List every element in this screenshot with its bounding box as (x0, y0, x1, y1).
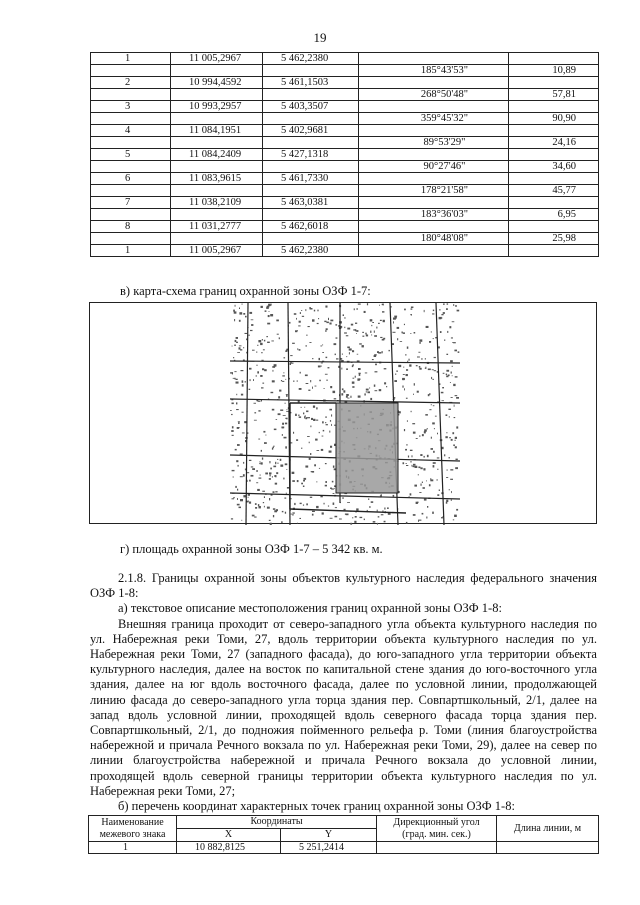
direction-angle: 183°36'03" (359, 209, 509, 221)
header-direction-angle: Дирекционный угол (град. мин. сек.) (377, 816, 497, 842)
map-caption: в) карта-схема границ охранной зоны ОЗФ 1-7: (120, 284, 371, 298)
item-a-heading: а) текстовое описание местоположения границ охранной зоны ОЗФ 1-8: (118, 601, 502, 616)
coord-y: 5 462,2380 (263, 245, 359, 257)
point-number: 6 (91, 173, 171, 185)
coord-x: 11 005,2967 (171, 245, 263, 257)
line-length: 57,81 (509, 89, 599, 101)
coord-y (263, 89, 359, 101)
direction-angle: 178°21'58" (359, 185, 509, 197)
coord-y: 5 402,9681 (263, 125, 359, 137)
table-row (91, 149, 599, 161)
direction-angle (359, 77, 509, 89)
boundary-description: Внешняя граница проходит от северо-западного угла объекта культурного наследия по ул. Набережная реки Томи, 27, вдоль территории объекта культурного наследия по ул. Набережная реки Томи, 27 (западного фасада), до юго-западного угла территории объекта культурного наследия, далее на восток по капитальной стене здания до юго-восточного угла здания, далее на юг вдоль восточного фасада, далее по условной линии, продолжающей линию фасада до северо-западного угла торца здания пер. Совпартшкольный, 2/1, далее на запад вдоль условной линии, проходящей вдоль северного фасада торца здания пер. Совпартшкольный, 2/1, до подножия пойменного рельефа р. Томи (линия благоустройства набережной и причала Речного вокзала по ул. Набережная реки Томи, 29), далее на север по линии благоустройства набережной и причала Речного вокзала до условной линии, проходящей вдоль северной границы территории объекта культурного наследия по ул. Набережная реки Томи, 27; (90, 616, 597, 798)
line-length: 34,60 (509, 161, 599, 173)
coord-y: 5 251,2414 (281, 842, 377, 854)
point-number: 1 (89, 842, 177, 854)
coord-x: 11 038,2109 (171, 197, 263, 209)
coord-y (263, 137, 359, 149)
point-number: 7 (91, 197, 171, 209)
coord-x (171, 161, 263, 173)
direction-angle: 180°48'08" (359, 233, 509, 245)
table-row (91, 197, 599, 209)
direction-angle (377, 842, 497, 854)
coord-x: 11 031,2777 (171, 221, 263, 233)
coord-x (171, 65, 263, 77)
line-length: 24,16 (509, 137, 599, 149)
point-number (91, 137, 171, 149)
direction-angle (359, 125, 509, 137)
coord-x: 11 084,1951 (171, 125, 263, 137)
direction-angle (359, 245, 509, 257)
direction-angle (359, 149, 509, 161)
point-number (91, 89, 171, 101)
line-length: 10,89 (509, 65, 599, 77)
coordinates-table-ozf-1-8 (88, 815, 599, 854)
direction-angle: 185°43'53" (359, 65, 509, 77)
coord-y: 5 427,1318 (263, 149, 359, 161)
line-length: 90,90 (509, 113, 599, 125)
coord-y (263, 233, 359, 245)
table-row (91, 53, 599, 65)
coord-x: 10 994,4592 (171, 77, 263, 89)
direction-angle (359, 101, 509, 113)
table-row (89, 842, 599, 854)
coord-x: 11 083,9615 (171, 173, 263, 185)
table-row (91, 77, 599, 89)
coord-y: 5 462,2380 (263, 53, 359, 65)
coord-y (263, 113, 359, 125)
point-number (91, 233, 171, 245)
direction-angle (359, 173, 509, 185)
header-x: X (177, 829, 281, 842)
direction-angle (359, 53, 509, 65)
point-number: 3 (91, 101, 171, 113)
line-length (509, 77, 599, 89)
point-number (91, 65, 171, 77)
direction-angle: 268°50'48" (359, 89, 509, 101)
coord-y (263, 65, 359, 77)
line-length (509, 245, 599, 257)
coord-y (263, 185, 359, 197)
direction-angle: 90°27'46" (359, 161, 509, 173)
point-number (91, 185, 171, 197)
coord-y: 5 461,7330 (263, 173, 359, 185)
point-number (91, 209, 171, 221)
boundary-map-image (230, 303, 460, 525)
table-row (91, 173, 599, 185)
coord-y: 5 403,3507 (263, 101, 359, 113)
coord-x (171, 233, 263, 245)
direction-angle: 359°45'32" (359, 113, 509, 125)
line-length (509, 149, 599, 161)
direction-angle: 89°53'29" (359, 137, 509, 149)
header-y: Y (281, 829, 377, 842)
line-length (509, 173, 599, 185)
table-row (91, 245, 599, 257)
table-row (91, 233, 599, 245)
item-b-heading: б) перечень координат характерных точек границ охранной зоны ОЗФ 1-8: (118, 799, 515, 814)
coord-x: 11 005,2967 (171, 53, 263, 65)
point-number: 2 (91, 77, 171, 89)
point-number: 8 (91, 221, 171, 233)
table-row (91, 113, 599, 125)
coord-x (171, 209, 263, 221)
point-number: 1 (91, 53, 171, 65)
table-row (91, 185, 599, 197)
table-row (91, 209, 599, 221)
line-length (509, 125, 599, 137)
table-row (91, 65, 599, 77)
coordinates-table-ozf-1-7 (90, 52, 599, 257)
point-number: 1 (91, 245, 171, 257)
point-number (91, 161, 171, 173)
line-length (509, 53, 599, 65)
header-point-name: Наименование межевого знака (89, 816, 177, 842)
coord-x: 10 882,8125 (177, 842, 281, 854)
line-length (509, 221, 599, 233)
header-coordinates: Координаты (177, 816, 377, 829)
area-statement: г) площадь охранной зоны ОЗФ 1-7 – 5 342 кв. м. (120, 542, 383, 556)
table-row (91, 125, 599, 137)
direction-angle (359, 221, 509, 233)
section-2-1-8 (90, 571, 597, 814)
direction-angle (359, 197, 509, 209)
table-row (91, 221, 599, 233)
coord-y (263, 209, 359, 221)
table-row (91, 137, 599, 149)
table-row (91, 161, 599, 173)
header-line-length: Длина линии, м (497, 816, 599, 842)
section-heading: 2.1.8. Границы охранной зоны объектов культурного наследия федерального значения ОЗФ 1-8: (90, 571, 597, 601)
point-number: 4 (91, 125, 171, 137)
point-number: 5 (91, 149, 171, 161)
point-number (91, 113, 171, 125)
coord-x (171, 89, 263, 101)
page-number: 19 (313, 30, 327, 45)
boundary-map-frame (89, 302, 597, 524)
coord-x (171, 185, 263, 197)
line-length: 45,77 (509, 185, 599, 197)
line-length: 25,98 (509, 233, 599, 245)
coord-y: 5 462,6018 (263, 221, 359, 233)
line-length (509, 101, 599, 113)
coord-y: 5 463,0381 (263, 197, 359, 209)
coord-y (263, 161, 359, 173)
line-length (497, 842, 599, 854)
coord-y: 5 461,1503 (263, 77, 359, 89)
coord-x (171, 113, 263, 125)
table-row (91, 101, 599, 113)
coord-x: 11 084,2409 (171, 149, 263, 161)
line-length (509, 197, 599, 209)
line-length: 6,95 (509, 209, 599, 221)
coord-x: 10 993,2957 (171, 101, 263, 113)
coord-x (171, 137, 263, 149)
table-row (91, 89, 599, 101)
